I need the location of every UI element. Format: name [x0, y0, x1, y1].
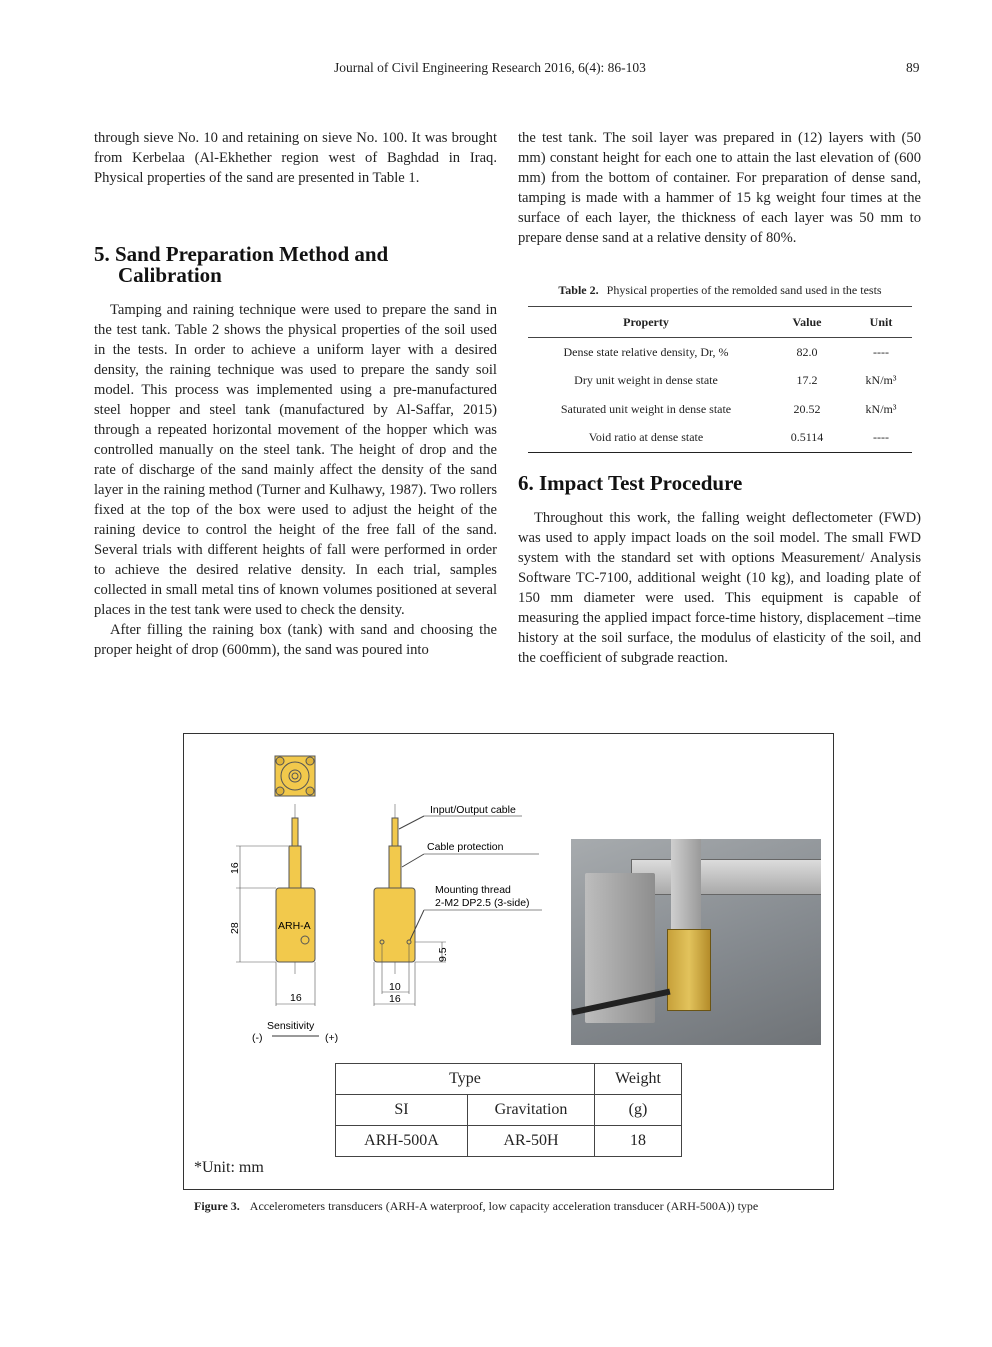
sensor-side-view — [374, 804, 542, 1006]
cable-protection-label: Cable protection — [427, 841, 504, 853]
figure-label: Figure 3. — [194, 1199, 240, 1213]
table-row — [528, 395, 912, 424]
section-6-body — [518, 508, 921, 668]
io-cable-label: Input/Output cable — [430, 804, 516, 816]
cell: 0.5114 — [764, 424, 850, 453]
weight-header: Weight — [595, 1064, 682, 1095]
gravitation-header: Gravitation — [468, 1095, 595, 1126]
table-label: Table 2. — [558, 283, 599, 297]
plus-label: (+) — [325, 1032, 339, 1044]
cell: kN/m³ — [865, 373, 897, 388]
cell: 18 — [595, 1126, 682, 1157]
dim-label: 16 — [229, 862, 241, 874]
heading-line: 5. Sand Preparation Method and — [94, 242, 389, 266]
page-number: 89 — [906, 60, 920, 75]
intro-paragraph: through sieve No. 10 and retaining on sieve No. 100. It was brought from Kerbelaa (Al-Ekhether region west of Baghdad in Iraq. Physical properties of the sand are presented in Table 1. — [94, 130, 497, 186]
cell: Dense state relative density, Dr, % — [563, 344, 729, 359]
right-column-top — [518, 128, 921, 248]
cell: 20.52 — [793, 401, 821, 416]
sensor-front-view — [229, 804, 338, 1044]
minus-label: (-) — [252, 1032, 263, 1044]
cell: AR-50H — [468, 1126, 595, 1157]
sensor-top-view — [275, 756, 315, 796]
sensor-body — [667, 929, 711, 1011]
table-2-caption — [528, 283, 912, 298]
table-row — [528, 367, 912, 396]
heading: 6. Impact Test Procedure — [518, 471, 743, 495]
type-header: Type — [336, 1064, 595, 1095]
figure-3-caption — [194, 1199, 758, 1214]
dim-label: 28 — [229, 922, 241, 934]
table-header-row — [528, 307, 912, 338]
unit-note: *Unit: mm — [194, 1159, 264, 1176]
col-header: Property — [528, 307, 764, 338]
caliper-beam — [631, 859, 821, 895]
dim-label: 9.5 — [437, 947, 449, 962]
cell: Saturated unit weight in dense state — [560, 401, 732, 416]
table-row — [528, 424, 912, 453]
cell: 82.0 — [796, 344, 818, 359]
left-column — [94, 128, 497, 188]
sensitivity-label: Sensitivity — [267, 1020, 315, 1032]
sensor-spec-table — [335, 1063, 682, 1157]
section-5-heading — [94, 244, 388, 286]
table-row — [528, 338, 912, 367]
section-5-body — [94, 300, 497, 660]
unit-header: (g) — [595, 1095, 682, 1126]
dim-label: 10 — [389, 981, 401, 993]
paragraph: After filling the raining box (tank) with sand and choosing the proper height of drop (600mm), the sand was poured into — [94, 622, 497, 658]
model-mark: ARH-A — [278, 920, 311, 932]
paragraph: Tamping and raining technique were used to prepare the sand in the test tank. Table 2 shows the physical properties of the soil used in the tests. In order to achieve a uniform layer with a desired density, the raining technique was used to prepare the sandy soil model. This process was implemented using a pre-manufactured steel hopper and steel tank (manufactured by Al-Saffar, 2015) through a repeated horizontal movement of the hopper which was controlled manually on the steel tank. The height of drop and the rate of discharge of the sand mainly affect the density of the sand layer in the raining method (Turner and Kulhawy, 1987). Two rollers fixed at the top of the box were used to adjust the height of the raining device to control the height of the free fall of the sand. Several trials with different heights of fall were performed in order to achieve the desired relative density. In each trial, samples collected in small metal tins of known volumes positioned at several places in the test tank were used to check the density. — [94, 302, 497, 618]
paragraph: the test tank. The soil layer was prepared in (12) layers with (50 mm) constant height for each one to attain the last elevation of (600 mm) from the bottom of container. For preparation of dense sand, tamping is made with a hammer of 15 kg weight four times at the surface of each layer, the thickness of each layer was 50 mm to prepare dense sand at a relative density of 80%. — [518, 130, 921, 246]
cell: Dry unit weight in dense state — [574, 373, 718, 388]
heading-line: Calibration — [118, 263, 222, 287]
cell: ---- — [873, 344, 889, 359]
caliper-jaw — [671, 839, 701, 929]
cell: Void ratio at dense state — [528, 424, 764, 453]
journal-title: Journal of Civil Engineering Research 2016, 6(4): 86-103 — [334, 60, 646, 75]
section-6-heading — [518, 473, 742, 494]
table-caption: Physical properties of the remolded sand used in the tests — [606, 283, 882, 297]
table-2 — [528, 306, 912, 453]
figure-3 — [183, 733, 834, 1190]
figure-caption-text: Accelerometers transducers (ARH-A waterproof, low capacity acceleration transducer (ARH-500A)) type — [249, 1199, 759, 1213]
table-row — [336, 1126, 682, 1157]
cell: 17.2 — [796, 373, 818, 388]
mounting-thread-spec: 2-M2 DP2.5 (3-side) — [435, 897, 530, 909]
dim-label: 16 — [389, 993, 401, 1005]
paragraph: Throughout this work, the falling weight deflectometer (FWD) was used to apply impact loads on the soil model. The small FWD system with the standard set with options Measurement/ Analysis Software TC-7100, additional weight (10 kg), and loading plate of 150 mm diameter were used. This equipment is capable of measuring the applied impact force-time history, displacement –time history at the soil surface, the modulus of elasticity of the soil, and the coefficient of subgrade reaction. — [518, 510, 921, 666]
col-header: Value — [764, 307, 850, 338]
col-header: Unit — [850, 307, 912, 338]
cell: ARH-500A — [336, 1126, 468, 1157]
sensor-photo — [571, 839, 821, 1045]
mounting-thread-label: Mounting thread — [435, 884, 511, 896]
dim-label: 16 — [290, 992, 302, 1004]
cell: kN/m³ — [865, 401, 897, 416]
cell: ---- — [850, 424, 912, 453]
si-header: SI — [336, 1095, 468, 1126]
